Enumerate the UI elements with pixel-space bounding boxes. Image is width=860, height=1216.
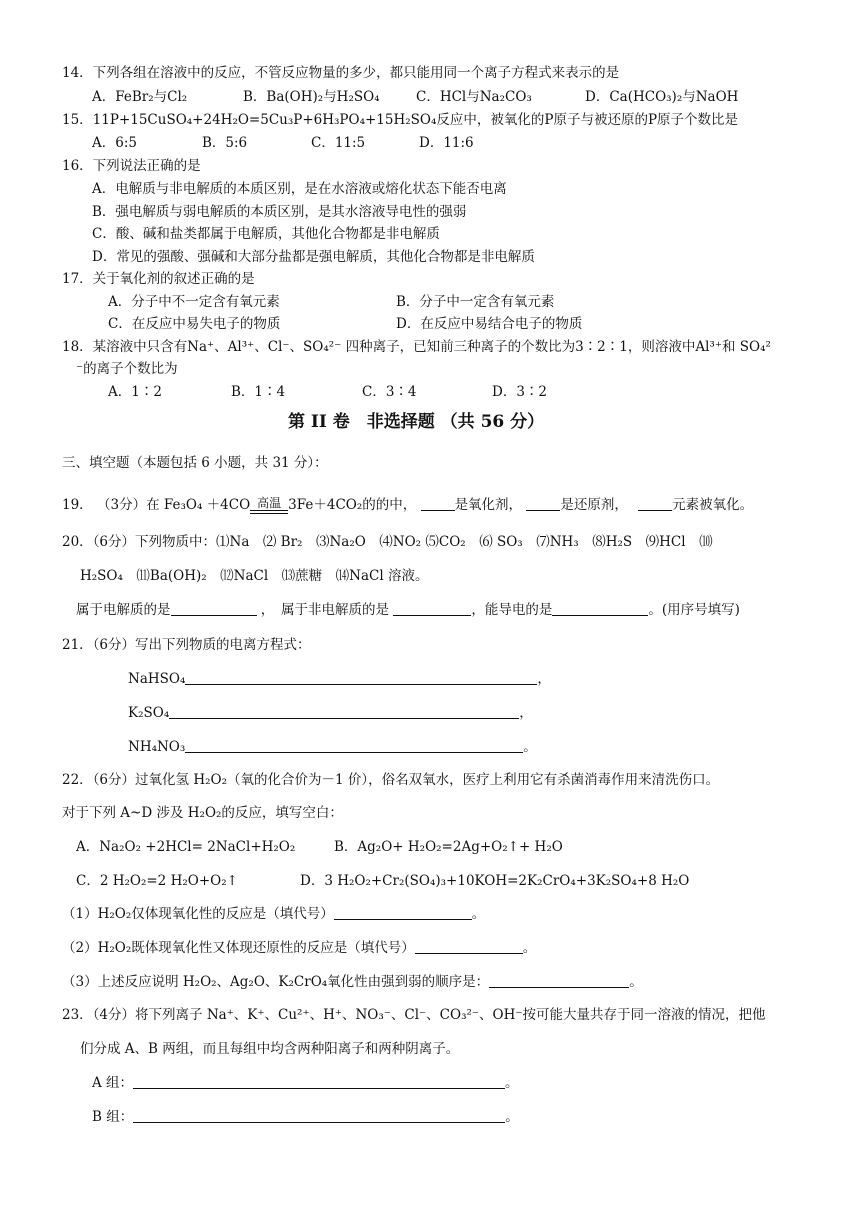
q20-blank-electrolyte[interactable]	[171, 601, 257, 616]
q21-number: 21．	[62, 637, 93, 653]
q19-text-3: 元素被氧化。	[672, 497, 754, 513]
q23-group-b-end: 。	[505, 1109, 519, 1125]
q23-group-a-end: 。	[505, 1075, 519, 1091]
q17-option-a: A．分子中不一定含有氧元素	[108, 294, 280, 310]
q19-blank-element[interactable]	[638, 496, 672, 511]
q15-option-a: A．6:5	[92, 135, 137, 151]
q18-option-a: A．1∶2	[108, 384, 162, 400]
q19-blank-oxidant[interactable]	[421, 496, 455, 511]
q22-sub-1-text: （1）H₂O₂仅体现氧化性的反应是（填代号）	[62, 906, 334, 922]
q23-group-a-label: A 组：	[92, 1075, 134, 1091]
q20-line1	[62, 533, 713, 551]
high-temp-condition	[250, 498, 288, 514]
q21-end-2: ，	[519, 705, 533, 721]
q16-option-d: D．常见的强酸、强碱和大部分盐都是强电解质，其他化合物都是非电解质	[92, 249, 535, 265]
q22-sub-1	[62, 905, 485, 923]
q19-equation-right: 3Fe＋4CO₂的的中，	[288, 497, 417, 513]
q21-end-1: ，	[537, 671, 551, 687]
q23-blank-a[interactable]	[133, 1074, 505, 1089]
q19-equation-left: （3分）在 Fe₃O₄ ＋4CO	[96, 497, 251, 513]
q16-stem: 16．下列说法正确的是	[62, 158, 201, 174]
q20-text-1: 属于电解质的是	[76, 602, 171, 618]
q22-line2: 对于下列 A~D 涉及 H₂O₂的反应，填写空白：	[62, 805, 343, 821]
q20-blank-conductive[interactable]	[552, 601, 648, 616]
q19	[62, 496, 753, 514]
q18-stem-cont: ⁻的离子个数比为	[76, 361, 178, 377]
q20-text-4: 。(用序号填写)	[648, 602, 740, 618]
q20-number: 20．	[62, 534, 93, 550]
q22-number: 22．	[62, 772, 93, 788]
q17-stem: 17．关于氧化剂的叙述正确的是	[62, 271, 255, 287]
q15-option-b: B．5:6	[202, 135, 248, 151]
q19-number: 19．	[62, 497, 93, 513]
q21-blank-3[interactable]	[185, 738, 523, 753]
q23-line2: 们分成 A、B 两组，而且每组中均含两种阳离子和两种阴离子。	[80, 1041, 460, 1057]
q22-sub-3	[62, 973, 643, 991]
q22-sub-2-text: （2）H₂O₂既体现氧化性又体现还原性的反应是（填代号）	[62, 940, 415, 956]
q17-option-d: D．在反应中易结合电子的物质	[396, 316, 583, 332]
q14-stem: 14．下列各组在溶液中的反应，不管反应物量的多少，都只能用同一个离子方程式来表示的是	[62, 65, 620, 81]
q19-text-2: 是还原剂，	[560, 497, 628, 513]
q22-text-1: （6分）过氧化氢 H₂O₂（氧的化合价为－1 价），俗名双氧水，医疗上利用它有杀菌消毒作用来清洗伤口。	[92, 772, 720, 788]
q20-fill	[76, 601, 740, 619]
q23-group-a	[92, 1074, 519, 1092]
q23-group-b-label: B 组：	[92, 1109, 134, 1125]
q21-formula-2: K₂SO₄	[128, 705, 170, 721]
q21-blank-1[interactable]	[185, 670, 537, 685]
q17-option-c: C．在反应中易失电子的物质	[108, 316, 281, 332]
q21-end-3: 。	[523, 739, 537, 755]
q16-option-c: C．酸、碱和盐类都属于电解质，其他化合物都是非电解质	[92, 226, 440, 242]
q19-blank-reductant[interactable]	[526, 496, 560, 511]
q22-blank-1[interactable]	[334, 905, 472, 920]
q21-formula-3: NH₄NO₃	[128, 739, 186, 755]
q22-blank-2[interactable]	[415, 939, 523, 954]
q23-line1	[62, 1006, 765, 1024]
q22-sub-1-end: 。	[471, 906, 486, 922]
q18-option-b: B．1∶4	[231, 384, 286, 400]
q22-blank-3[interactable]	[489, 973, 629, 988]
q18-stem: 18．某溶液中只含有Na⁺、Al³⁺、Cl⁻、SO₄²⁻ 四种离子，已知前三种离子的个数比为3∶2∶1，则溶液中Al³⁺和 SO₄²	[62, 339, 771, 355]
q16-option-b: B．强电解质与弱电解质的本质区别，是其水溶液导电性的强弱	[92, 204, 467, 220]
section-title: 第 II 卷 非选择题 （共 56 分）	[288, 412, 545, 432]
q21-row-2	[128, 704, 533, 722]
q21-formula-1: NaHSO₄	[128, 671, 186, 687]
q17-option-b: B．分子中一定含有氧元素	[396, 294, 555, 310]
q15-stem: 15．11P+15CuSO₄+24H₂O=5Cu₃P+6H₃PO₄+15H₂SO₄反应中，被氧化的P原子与被还原的P原子个数比是	[62, 112, 739, 128]
q21-blank-2[interactable]	[169, 704, 519, 719]
q18-option-c: C．3∶4	[362, 384, 417, 400]
q18-option-d: D．3∶2	[492, 384, 548, 400]
q14-option-c: C．HCl与Na₂CO₃	[416, 89, 532, 105]
q22-reaction-c: C．2 H₂O₂=2 H₂O+O₂↑	[76, 873, 238, 889]
q22-reaction-b: B．Ag₂O+ H₂O₂=2Ag+O₂↑+ H₂O	[334, 839, 563, 855]
q22-reaction-d: D．3 H₂O₂+Cr₂(SO₄)₃+10KOH=2K₂CrO₄+3K₂SO₄+8 H₂O	[300, 873, 690, 889]
q22-sub-3-text: （3）上述反应说明 H₂O₂、Ag₂O、K₂CrO₄氧化性由强到弱的顺序是：	[62, 974, 490, 990]
q16-option-a: A．电解质与非电解质的本质区别，是在水溶液或熔化状态下能否电离	[92, 181, 507, 197]
q23-blank-b[interactable]	[133, 1108, 505, 1123]
q20-text-3: ，能导电的是	[471, 602, 553, 618]
q20-blank-nonelectrolyte[interactable]	[393, 601, 471, 616]
q15-option-c: C．11:5	[311, 135, 366, 151]
q23-number: 23．	[62, 1007, 93, 1023]
q15-option-d: D．11:6	[419, 135, 474, 151]
q14-option-b: B．Ba(OH)₂与H₂SO₄	[243, 89, 380, 105]
high-temp-label: 高温	[257, 496, 282, 510]
q21-stem	[62, 636, 311, 654]
q22-sub-2	[62, 939, 536, 957]
q23-group-b	[92, 1108, 519, 1126]
q23-text-1: （4分）将下列离子 Na⁺、K⁺、Cu²⁺、H⁺、NO₃⁻、Cl⁻、CO₃²⁻、OH⁻按可能大量共存于同一溶液的情况，把他	[92, 1007, 766, 1023]
q22-reaction-a: A．Na₂O₂ +2HCl= 2NaCl+H₂O₂	[76, 839, 296, 855]
q20-substances-2: H₂SO₄ ⑾Ba(OH)₂ ⑿NaCl ⒀蔗糖 ⒁NaCl 溶液。	[80, 568, 429, 584]
q20-substances-1: （6分）下列物质中：⑴Na ⑵ Br₂ ⑶Na₂O ⑷NO₂ ⑸CO₂ ⑹ SO₃ ⑺NH₃ ⑻H₂S ⑼HCl ⑽	[92, 534, 713, 550]
q22-line1	[62, 771, 719, 789]
q14-option-a: A．FeBr₂与Cl₂	[92, 89, 188, 105]
q22-sub-2-end: 。	[522, 940, 537, 956]
part3-header: 三、填空题（本题包括 6 小题，共 31 分）：	[62, 455, 328, 471]
q21-text: （6分）写出下列物质的电离方程式：	[92, 637, 311, 653]
q14-option-d: D．Ca(HCO₃)₂与NaOH	[585, 89, 739, 105]
q22-sub-3-end: 。	[629, 974, 643, 990]
q21-row-3	[128, 738, 537, 756]
q19-text-1: 是氧化剂，	[454, 497, 523, 513]
equals-sign	[250, 510, 288, 514]
q21-row-1	[128, 670, 551, 688]
q20-text-2: ， 属于非电解质的是	[260, 602, 390, 618]
